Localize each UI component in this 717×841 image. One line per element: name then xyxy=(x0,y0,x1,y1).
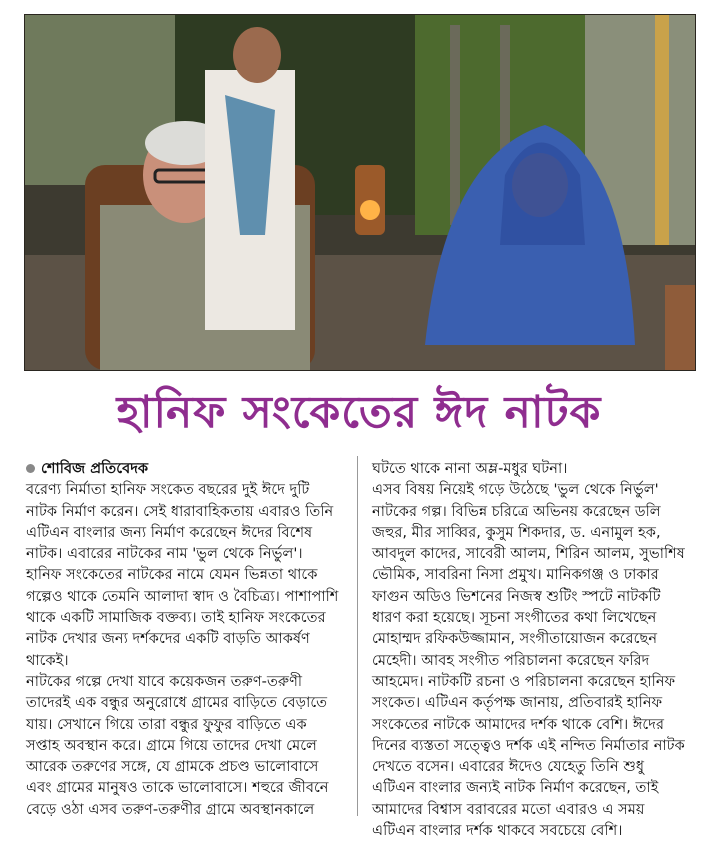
news-photo xyxy=(24,14,696,371)
column-divider xyxy=(357,456,358,816)
paragraph: হানিফ সংকেতের নাটকের নামে যেমন ভিন্নতা থাকে গল্পেও থাকে তেমনি আলাদা স্বাদ ও বৈচিত্র্য। পাশাপাশি থাকে একটি সামাজিক বক্তব্য। তাই হানিফ সংকেতের নাটক দেখার জন্য দর্শকদের একটি বাড়তি আকর্ষণ থাকেই। xyxy=(26,566,339,669)
paragraph: নাটকের গল্পে দেখা যাবে কয়েকজন তরুণ-তরুণী তাদেরই এক বন্ধুর অনুরোধে গ্রামের বাড়িতে বেড়াতে যায়। সেখানে গিয়ে তারা বন্ধুর ফুফুর বাড়িতে এক সপ্তাহ অবস্থান করে। গ্রামে গিয়ে তাদের দেখা মেলে আরেক তরুণের সঙ্গে, যে গ্রামকে প্রচণ্ড ভালোবাসে এবং গ্রামের মানুষও তাকে ভালোবাসে। শহুরে জীবনে বেড়ে ওঠা এসব তরুণ-তরুণীর গ্রামে অবস্থানকালে xyxy=(26,672,329,818)
reporter-label: শোবিজ প্রতিবেদক xyxy=(41,460,149,477)
bullet-icon xyxy=(26,464,35,473)
paragraph: ঘটতে থাকে নানা অম্ল-মধুর ঘটনা। xyxy=(372,460,568,477)
byline xyxy=(26,458,344,479)
paragraph: বরেণ্য নির্মাতা হানিফ সংকেত বছরের দুই ঈদে দুটি নাটক নির্মাণ করেন। সেই ধারাবাহিকতায় এবারও তিনি এটিএন বাংলার জন্য নির্মাণ করেছেন ঈদের বিশেষ নাটক। এবারের নাটকের নাম 'ভুল থেকে নির্ভুল'। xyxy=(26,481,334,563)
article-column-left xyxy=(26,458,344,820)
article-column-right xyxy=(372,458,690,841)
photo-illustration xyxy=(25,15,695,370)
paragraph: এসব বিষয় নিয়েই গড়ে উঠেছে 'ভুল থেকে নির্ভুল' নাটকের গল্প। বিভিন্ন চরিত্রে অভিনয় করেছেন ডলি জহুর, মীর সাব্বির, কুসুম শিকদার, ড. এনামুল হক, আবদুল কাদের, সাবেরী আলম, শিরিন আলম, সুভাশিষ ভৌমিক, সাবরিনা নিসা প্রমুখ। মানিকগঞ্জ ও ঢাকার ফাগুন অডিও ভিশনের নিজস্ব শুটিং স্পটে নাটকটি ধারণ করা হয়েছে। সূচনা সংগীতের কথা লিখেছেন মোহাম্মদ রফিকউজ্জামান, সংগীতায়োজন করেছেন মেহেদী। আবহ সংগীত পরিচালনা করেছেন ফরিদ আহমেদ। নাটকটি রচনা ও পরিচালনা করেছেন হানিফ সংকেত। এটিএন কর্তৃপক্ষ জানায়, প্রতিবারই হানিফ সংকেতের নাটকে আমাদের দর্শক থাকে বেশি। ঈদের দিনের ব্যস্ততা সত্ত্বেও দর্শক এই নন্দিত নির্মাতার নাটক দেখতে বসেন। এবারের ঈদেও যেহেতু তিনি শুধু এটিএন বাংলার জন্যই নাটক নির্মাণ করেছেন, তাই আমাদের বিশ্বাস বরাবরের মতো এবারও এ সময় এটিএন বাংলার দর্শক থাকবে সবচেয়ে বেশি। xyxy=(372,481,685,840)
headline: হানিফ সংকেতের ঈদ নাটক xyxy=(116,387,602,438)
